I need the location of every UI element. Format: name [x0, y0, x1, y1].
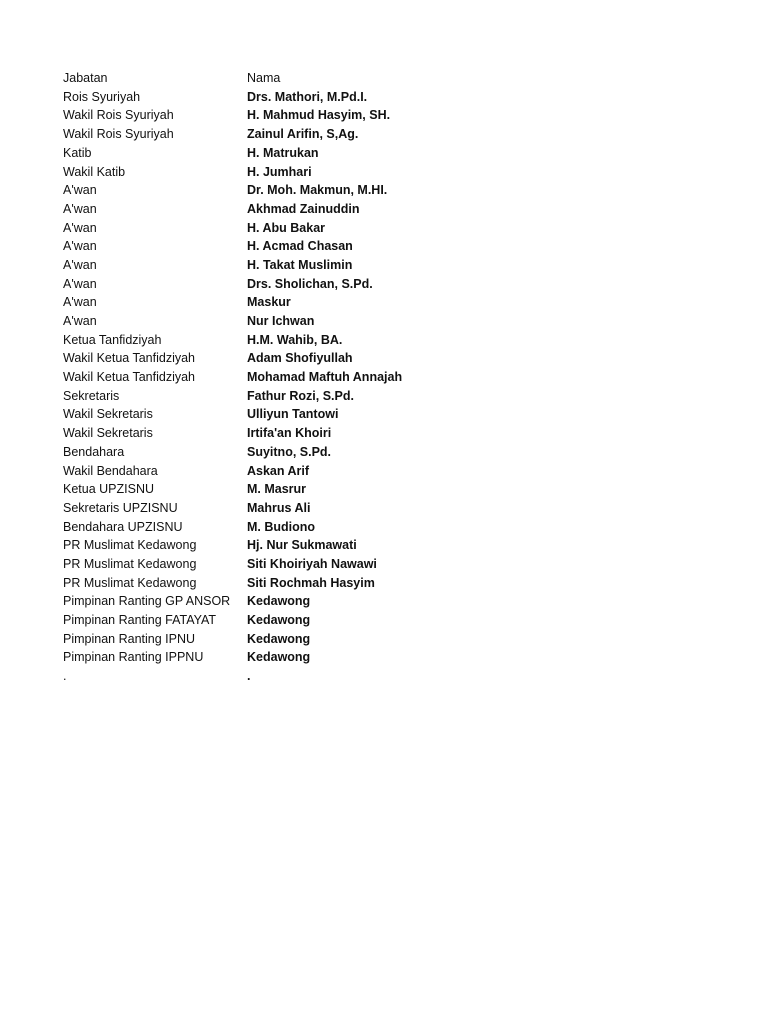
- jabatan-cell: Katib: [63, 145, 92, 160]
- jabatan-cell: Ketua UPZISNU: [63, 482, 155, 497]
- jabatan-cell: A'wan: [63, 220, 97, 235]
- header-nama: Nama: [247, 71, 281, 86]
- table-row: [63, 312, 583, 331]
- nama-cell: Adam Shofiyullah: [247, 351, 353, 366]
- table-row: [63, 275, 583, 294]
- table-row: [63, 630, 583, 649]
- table-row: [63, 88, 583, 107]
- nama-cell: Irtifa'an Khoiri: [247, 426, 332, 441]
- nama-cell: Siti Khoiriyah Nawawi: [247, 556, 377, 571]
- table-row: [63, 667, 583, 686]
- jabatan-cell: Sekretaris: [63, 388, 120, 403]
- jabatan-cell: Wakil Katib: [63, 164, 126, 179]
- jabatan-cell: A'wan: [63, 201, 97, 216]
- nama-cell: H. Jumhari: [247, 164, 312, 179]
- jabatan-cell: Wakil Rois Syuriyah: [63, 108, 174, 123]
- nama-cell: Zainul Arifin, S,Ag.: [247, 127, 359, 142]
- table-row: [63, 144, 583, 163]
- header-jabatan: Jabatan: [63, 71, 108, 86]
- jabatan-cell: PR Muslimat Kedawong: [63, 538, 197, 553]
- nama-cell: H. Takat Muslimin: [247, 257, 353, 272]
- jabatan-cell: Wakil Rois Syuriyah: [63, 127, 174, 142]
- table-row: [63, 200, 583, 219]
- nama-cell: Hj. Nur Sukmawati: [247, 538, 357, 553]
- nama-cell: Suyitno, S.Pd.: [247, 444, 332, 459]
- table-body: [63, 88, 583, 686]
- nama-cell: .: [247, 669, 251, 684]
- table-row: [63, 611, 583, 630]
- nama-cell: H. Matrukan: [247, 145, 319, 160]
- table-row: [63, 574, 583, 593]
- jabatan-cell: A'wan: [63, 239, 97, 254]
- jabatan-cell: PR Muslimat Kedawong: [63, 575, 197, 590]
- jabatan-cell: Wakil Sekretaris: [63, 407, 153, 422]
- jabatan-cell: Wakil Ketua Tanfidziyah: [63, 351, 196, 366]
- nama-cell: Ulliyun Tantowi: [247, 407, 339, 422]
- jabatan-cell: Pimpinan Ranting IPPNU: [63, 650, 204, 665]
- nama-cell: Drs. Mathori, M.Pd.I.: [247, 89, 368, 104]
- jabatan-cell: A'wan: [63, 183, 97, 198]
- table-row: [63, 480, 583, 499]
- table-row: [63, 555, 583, 574]
- table-row: [63, 237, 583, 256]
- table-row: [63, 125, 583, 144]
- table-row: [63, 293, 583, 312]
- table-row: [63, 424, 583, 443]
- nama-cell: Mohamad Maftuh Annajah: [247, 370, 403, 385]
- jabatan-cell: Pimpinan Ranting FATAYAT: [63, 613, 217, 628]
- nama-cell: H. Mahmud Hasyim, SH.: [247, 108, 391, 123]
- nama-cell: Askan Arif: [247, 463, 310, 478]
- table-row: [63, 499, 583, 518]
- table-row: [63, 106, 583, 125]
- nama-cell: Dr. Moh. Makmun, M.HI.: [247, 183, 388, 198]
- nama-cell: Kedawong: [247, 650, 311, 665]
- jabatan-cell: A'wan: [63, 276, 97, 291]
- jabatan-cell: PR Muslimat Kedawong: [63, 556, 197, 571]
- jabatan-cell: Wakil Bendahara: [63, 463, 158, 478]
- nama-cell: Fathur Rozi, S.Pd.: [247, 388, 354, 403]
- jabatan-cell: .: [63, 669, 67, 684]
- nama-cell: Mahrus Ali: [247, 500, 311, 515]
- jabatan-cell: Wakil Sekretaris: [63, 426, 153, 441]
- table-row: [63, 256, 583, 275]
- nama-cell: Nur Ichwan: [247, 314, 315, 329]
- table-row: [63, 592, 583, 611]
- nama-cell: Siti Rochmah Hasyim: [247, 575, 375, 590]
- header-row: [63, 69, 583, 88]
- nama-cell: Kedawong: [247, 594, 311, 609]
- nama-cell: M. Masrur: [247, 482, 307, 497]
- official-list-sheet: [63, 69, 583, 686]
- table-row: [63, 536, 583, 555]
- jabatan-cell: A'wan: [63, 295, 97, 310]
- nama-cell: Akhmad Zainuddin: [247, 201, 360, 216]
- nama-cell: H. Acmad Chasan: [247, 239, 353, 254]
- table-row: [63, 331, 583, 350]
- table-row: [63, 443, 583, 462]
- nama-cell: Maskur: [247, 295, 291, 310]
- jabatan-cell: Bendahara UPZISNU: [63, 519, 183, 534]
- table-row: [63, 349, 583, 368]
- table-row: [63, 368, 583, 387]
- nama-cell: H. Abu Bakar: [247, 220, 326, 235]
- table-row: [63, 405, 583, 424]
- table-row: [63, 219, 583, 238]
- table-row: [63, 648, 583, 667]
- jabatan-cell: Wakil Ketua Tanfidziyah: [63, 370, 196, 385]
- table-row: [63, 461, 583, 480]
- nama-cell: H.M. Wahib, BA.: [247, 332, 343, 347]
- jabatan-cell: Pimpinan Ranting IPNU: [63, 631, 196, 646]
- jabatan-cell: Pimpinan Ranting GP ANSOR: [63, 594, 231, 609]
- table-row: [63, 181, 583, 200]
- jabatan-cell: A'wan: [63, 314, 97, 329]
- table-row: [63, 518, 583, 537]
- jabatan-cell: Sekretaris UPZISNU: [63, 500, 178, 515]
- table-row: [63, 387, 583, 406]
- jabatan-cell: A'wan: [63, 257, 97, 272]
- nama-cell: Kedawong: [247, 613, 311, 628]
- jabatan-cell: Rois Syuriyah: [63, 89, 141, 104]
- jabatan-cell: Bendahara: [63, 444, 125, 459]
- table-row: [63, 162, 583, 181]
- nama-cell: Kedawong: [247, 631, 311, 646]
- nama-cell: M. Budiono: [247, 519, 316, 534]
- nama-cell: Drs. Sholichan, S.Pd.: [247, 276, 373, 291]
- jabatan-cell: Ketua Tanfidziyah: [63, 332, 162, 347]
